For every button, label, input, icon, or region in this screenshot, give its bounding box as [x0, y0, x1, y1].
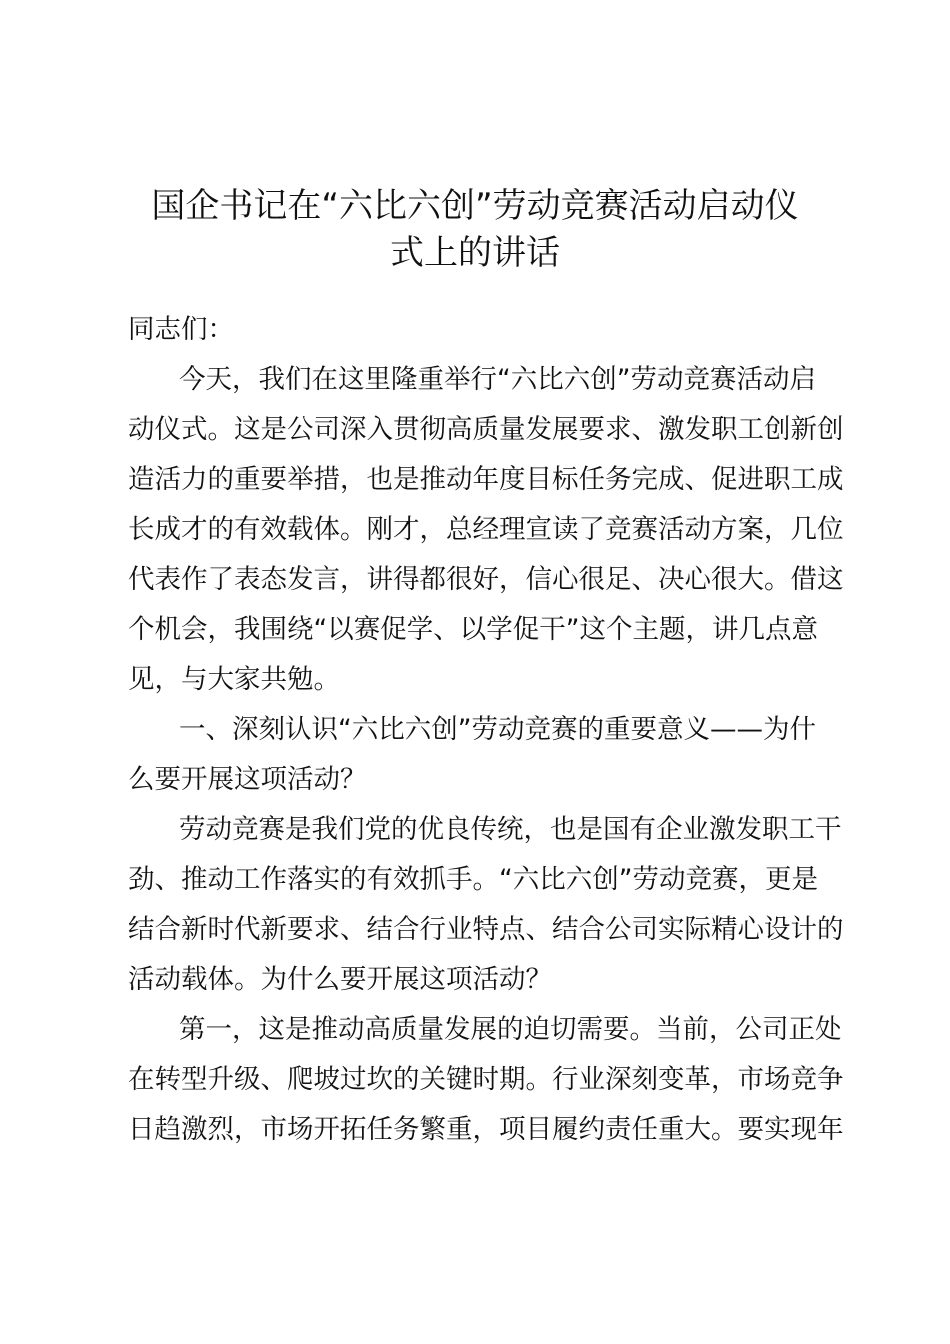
text-line: 造活力的重要举措，也是推动年度目标任务完成、促进职工成	[128, 464, 844, 495]
text-line: 一、深刻认识“六比六创”劳动竞赛的重要意义——为什	[179, 714, 816, 745]
paragraph-tradition	[128, 805, 844, 1005]
text-line: 么要开展这项活动？	[128, 764, 367, 795]
title-line: 式上的讲话	[390, 233, 560, 273]
salutation: 同志们：	[128, 314, 234, 345]
text-line: 活动载体。为什么要开展这项活动？	[128, 964, 552, 995]
text-line: 动仪式。这是公司深入贯彻高质量发展要求、激发职工创新创	[128, 414, 844, 445]
text-line: 结合新时代新要求、结合行业特点、结合公司实际精心设计的	[128, 914, 844, 945]
text-line: 今天，我们在这里隆重举行“六比六创”劳动竞赛活动启	[179, 364, 816, 395]
text-line: 代表作了表态发言，讲得都很好，信心很足、决心很大。借这	[128, 564, 844, 595]
paragraph-opening	[128, 355, 844, 705]
text-line: 劲、推动工作落实的有效抓手。“六比六创”劳动竞赛，更是	[128, 864, 818, 895]
document-body	[128, 305, 844, 1155]
text-line: 长成才的有效载体。刚才，总经理宣读了竞赛活动方案，几位	[128, 514, 844, 545]
text-line: 第一，这是推动高质量发展的迫切需要。当前，公司正处	[179, 1014, 842, 1045]
text-line: 在转型升级、爬坡过坎的关键时期。行业深刻变革，市场竞争	[128, 1064, 844, 1095]
paragraph-first-point	[128, 1005, 844, 1155]
document-title	[0, 183, 950, 277]
text-line: 见，与大家共勉。	[128, 664, 340, 695]
section-heading-1	[128, 705, 838, 805]
text-line: 个机会，我围绕“以赛促学、以学促干”这个主题，讲几点意	[128, 614, 818, 645]
text-line: 劳动竞赛是我们党的优良传统，也是国有企业激发职工干	[179, 814, 842, 845]
text-line: 日趋激烈，市场开拓任务繁重，项目履约责任重大。要实现年	[128, 1114, 844, 1145]
title-line: 国企书记在“六比六创”劳动竞赛活动启动仪	[151, 186, 799, 226]
